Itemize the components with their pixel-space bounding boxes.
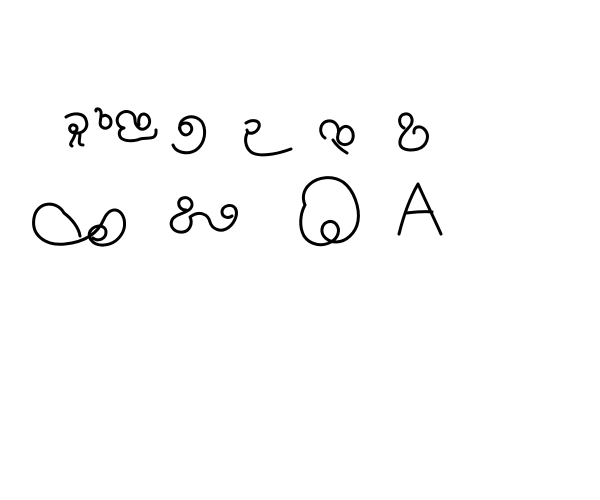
glyph-2-1 [34, 204, 125, 245]
handwritten-row-1 [66, 109, 427, 155]
glyph-1-3 [117, 112, 156, 141]
glyph-1-6 [321, 121, 353, 153]
glyph-2-2 [171, 198, 236, 232]
glyph-1-4 [173, 117, 205, 153]
handwritten-row-2 [34, 178, 359, 245]
letter-a-strokes [399, 184, 441, 234]
glyph-1-7 [400, 114, 428, 150]
glyph-1-1 [66, 114, 87, 146]
glyph-2-3 [301, 178, 359, 245]
glyph-1-5 [246, 121, 291, 155]
letter-a [399, 184, 441, 234]
glyph-1-2 [96, 109, 111, 128]
